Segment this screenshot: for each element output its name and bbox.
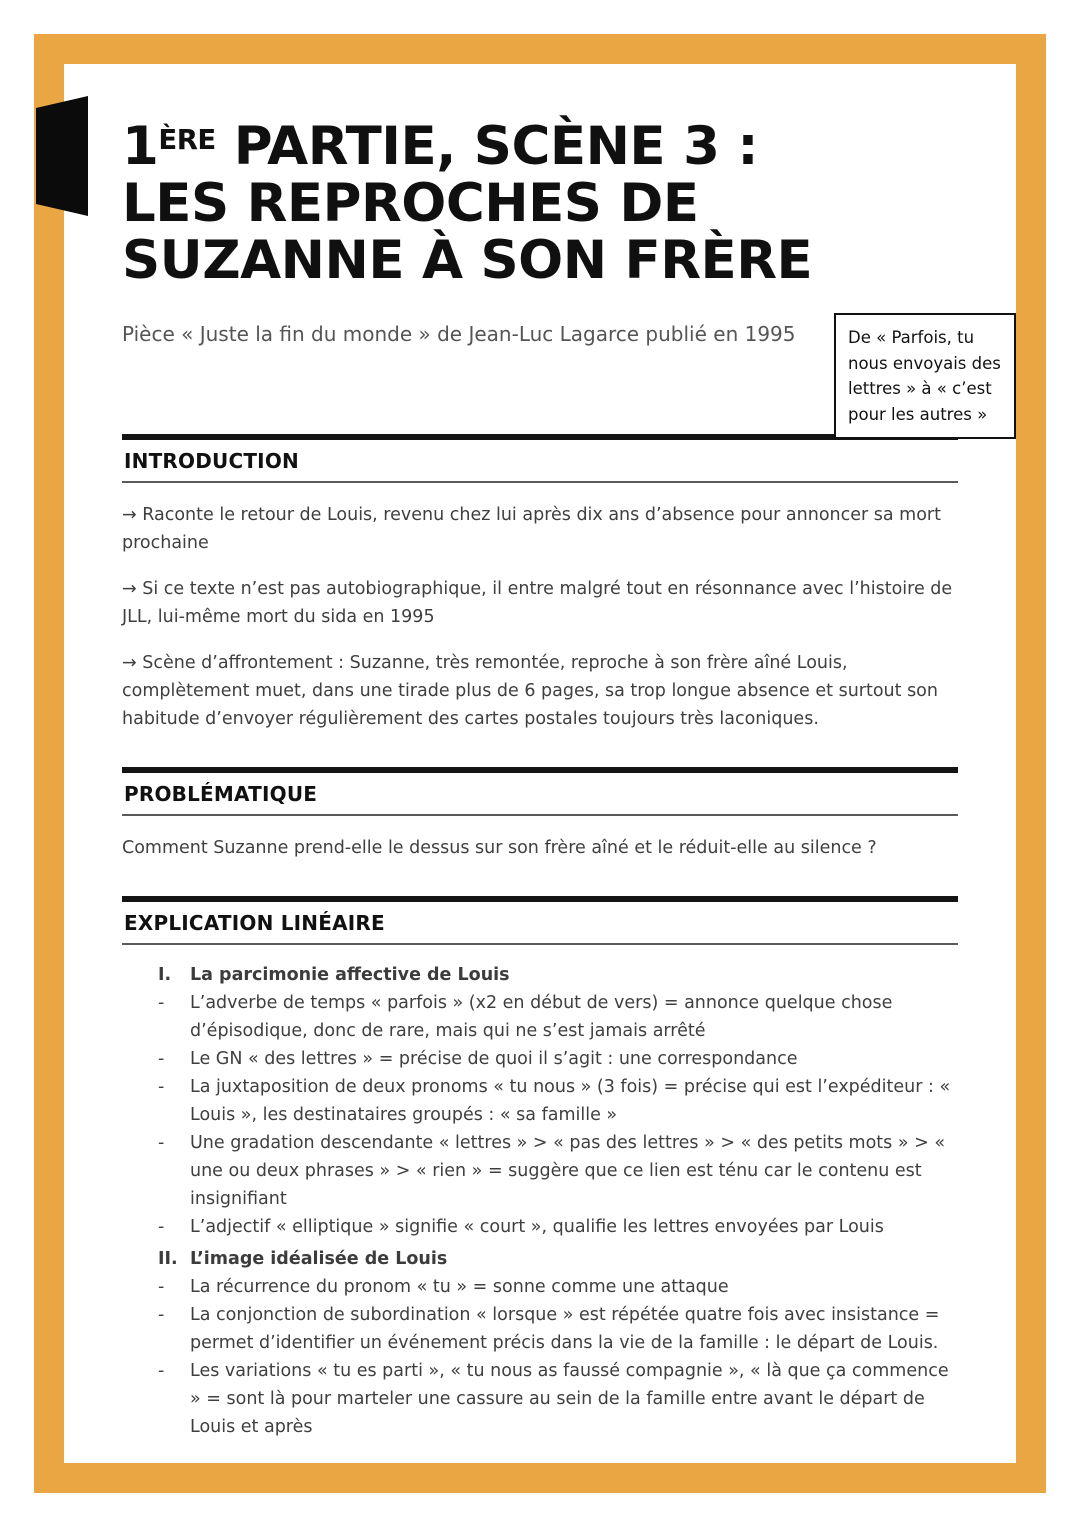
outline-item-text: L’adjectif « elliptique » signifie « court », qualifie les lettres envoyées par Louis [190, 1216, 884, 1237]
outline-item [122, 1301, 958, 1357]
section-header [122, 434, 958, 483]
outline-item-text: La juxtaposition de deux pronoms « tu nous » (3 fois) = précise qui est l’expéditeur : « Louis », les destinataires groupés : « sa famille » [190, 1076, 951, 1125]
note-text: De « Parfois, tu nous envoyais des lettres » à « c’est pour les autres » [848, 328, 1001, 424]
section-introduction [122, 434, 958, 733]
outline-dash: - [158, 1216, 165, 1237]
outline-item-text: La récurrence du pronom « tu » = sonne comme une attaque [190, 1276, 729, 1297]
page-subtitle: Pièce « Juste la fin du monde » de Jean-Luc Lagarce publié en 1995 [122, 321, 796, 346]
outline-dash: - [158, 992, 165, 1013]
section-title-explication: EXPLICATION LINÉAIRE [124, 910, 385, 935]
outline-numeral: I. [158, 964, 172, 985]
outline-item-text: La conjonction de subordination « lorsque » est répétée quatre fois avec insistance = permet d’identifier un événement précis dans la vie de la famille : le départ de Louis. [190, 1304, 940, 1353]
outline-heading-1 [122, 961, 958, 989]
outline-dash: - [158, 1304, 165, 1325]
intro-paragraph-2: → Si ce texte n’est pas autobiographique, il entre malgré tout en résonnance avec l’histoire de JLL, lui-même mort du sida en 1995 [122, 578, 953, 627]
section-problematique [122, 767, 958, 862]
outline-item-text: Le GN « des lettres » = précise de quoi il s’agit : une correspondance [190, 1048, 798, 1069]
note-box [834, 313, 1016, 439]
outline-item-text: L’adverbe de temps « parfois » (x2 en début de vers) = annonce quelque chose d’épisodique, donc de rare, mais qui ne s’est jamais arrêté [190, 992, 893, 1041]
outline-item [122, 989, 958, 1045]
title-superscript: ÈRE [158, 123, 216, 156]
section-title-introduction: INTRODUCTION [124, 448, 299, 473]
outline-dash: - [158, 1276, 165, 1297]
outline-dash: - [158, 1076, 165, 1097]
bookmark-icon [36, 96, 88, 216]
outline-dash: - [158, 1132, 165, 1153]
outline-numeral: II. [158, 1248, 178, 1269]
outline-dash: - [158, 1360, 165, 1381]
outline-item [122, 1213, 958, 1241]
outline-item-text: Une gradation descendante « lettres » > « pas des lettres » > « des petits mots » > « une ou deux phrases » > « rien » = suggère que ce lien est ténu car le contenu est insignifiant [190, 1132, 946, 1209]
page-content [122, 118, 958, 1441]
explication-outline [122, 961, 958, 1441]
outline-heading-text: La parcimonie affective de Louis [190, 964, 510, 985]
outline-heading-2 [122, 1245, 958, 1273]
section-header [122, 896, 958, 945]
title-line2: LES REPROCHES DE [122, 173, 699, 235]
outline-item [122, 1045, 958, 1073]
outline-item-text: Les variations « tu es parti », « tu nous as faussé compagnie », « là que ça commence » = sont là pour marteler une cassure au sein de la famille entre avant le départ de Louis et après [190, 1360, 949, 1437]
title-line1-rest: PARTIE, SCÈNE 3 : [215, 116, 759, 177]
outline-dash: - [158, 1048, 165, 1069]
outline-heading-text: L’image idéalisée de Louis [190, 1248, 448, 1269]
outline-item [122, 1273, 958, 1301]
section-title-problematique: PROBLÉMATIQUE [124, 781, 318, 806]
problematique-paragraph: Comment Suzanne prend-elle le dessus sur son frère aîné et le réduit-elle au silence ? [122, 837, 877, 858]
outline-item [122, 1129, 958, 1213]
page-title [122, 118, 958, 290]
section-explication-lineaire [122, 896, 958, 1441]
outline-item [122, 1357, 958, 1441]
intro-paragraph-3: → Scène d’affrontement : Suzanne, très remontée, reproche à son frère aîné Louis, complètement muet, dans une tirade plus de 6 pages, sa trop longue absence et surtout son habitude d’envoyer régulièrement des cartes postales toujours très laconiques. [122, 652, 938, 729]
title-line3: SUZANNE À SON FRÈRE [122, 230, 813, 292]
outline-item [122, 1073, 958, 1129]
intro-paragraph-1: → Raconte le retour de Louis, revenu chez lui après dix ans d’absence pour annoncer sa mort prochaine [122, 504, 941, 553]
section-header [122, 767, 958, 816]
title-line1-prefix: 1 [122, 116, 159, 177]
